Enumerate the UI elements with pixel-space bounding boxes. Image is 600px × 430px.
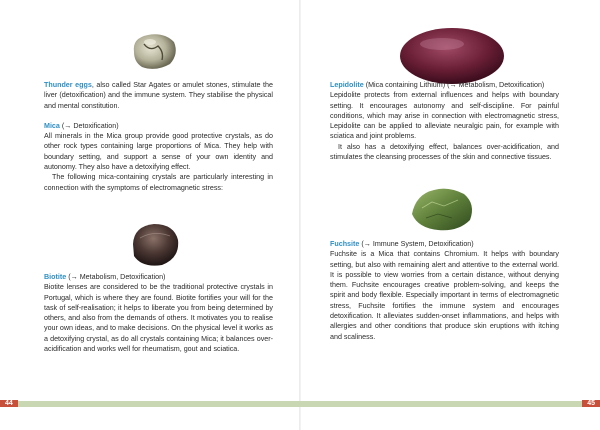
mica-paragraph-1: All minerals in the Mica group provide good protective crystals, as do other rock types containing large proportions of Mica. They help with boundary setting, and support a sense of your own identity and autonomy. They also have a detoxifying effect.	[44, 132, 273, 172]
lepidolite-section	[330, 80, 559, 162]
fuchsite-paragraph: Fuchsite is a Mica that contains Chromium. It helps with boundary setting, but also with remaining alert and attentive to the external world. It is possible to view worries from a certain distance, without denying them. Fuchsite encourages creative problem-solving, and keeps the spirit and body flexible. Especially important in terms of electromagnetic stress, Fuchsite fortifies the immune system and encourages detoxification. It alleviates sudden-onset inflammations, and helps with allergies and other conditions that produce skin eruptions with itching and scaliness.	[330, 250, 559, 341]
left-footer-bar	[18, 401, 300, 407]
lepidolite-heading-line: Lepidolite (Mica containing Lithium) (→ Metabolism, Detoxification)	[330, 81, 545, 89]
fuchsite-heading: Fuchsite	[330, 240, 360, 248]
thunder-egg-stone-image	[128, 30, 180, 72]
left-page-footer	[0, 398, 300, 409]
lepidolite-paragraph-1: Lepidolite protects from external influences and helps with boundary setting. It encourages autonomy and self-discipline. For painful conditions, which may arise in connection with electromagnetic stress, Lepidolite can be applied to alleviate neuralgic pain, for example with sciatica and joint problems.	[330, 91, 559, 141]
biotite-stone-image	[128, 220, 182, 268]
right-footer-bar	[300, 401, 582, 407]
thunder-eggs-heading: Thunder eggs	[44, 81, 92, 89]
biotite-paragraph: Biotite lenses are considered to be the traditional protective crystals in Portugal, which is where they are found. Biotite fortifies your will for the task of self-realisation; it helps to liberate you from being determined by others, and also from the demands of others. It motivates you to realise your own ideas, and to make decisions. On the physical level it works as a detoxifying crystal, as do all crystals containing Mica; it balances over-acidification and works well for rheumatism, gout and sciatica.	[44, 283, 273, 354]
mica-heading: Mica	[44, 121, 60, 130]
right-page-footer	[300, 398, 600, 409]
biotite-heading-line: Biotite (→ Metabolism, Detoxification)	[44, 273, 166, 281]
biotite-section	[44, 272, 273, 354]
lepidolite-stone-image	[398, 26, 506, 86]
mica-heading-line: Mica (→ Detoxification)	[44, 121, 119, 130]
page-number-right: 45	[582, 400, 600, 407]
left-page-text	[44, 80, 273, 193]
lepidolite-paragraph-2: It also has a detoxifying effect, balances over-acidification, and stimulates the cleansing processes of the skin and connective tissues.	[330, 142, 559, 162]
thunder-eggs-paragraph: Thunder eggs, also called Star Agates or amulet stones, stimulate the liver (detoxification) and the immune system. They stabilise the physical and mental constitution.	[44, 81, 273, 110]
mica-paragraph-2: The following mica-containing crystals are particularly interesting in connection with the symptoms of electromagnetic stress:	[44, 173, 273, 192]
book-gutter	[299, 0, 301, 430]
page-number-left: 44	[0, 400, 18, 407]
biotite-heading: Biotite	[44, 273, 67, 281]
fuchsite-stone-image	[408, 184, 478, 234]
fuchsite-section	[330, 239, 559, 342]
lepidolite-heading: Lepidolite	[330, 81, 364, 89]
fuchsite-heading-line: Fuchsite (→ Immune System, Detoxification)	[330, 240, 474, 248]
